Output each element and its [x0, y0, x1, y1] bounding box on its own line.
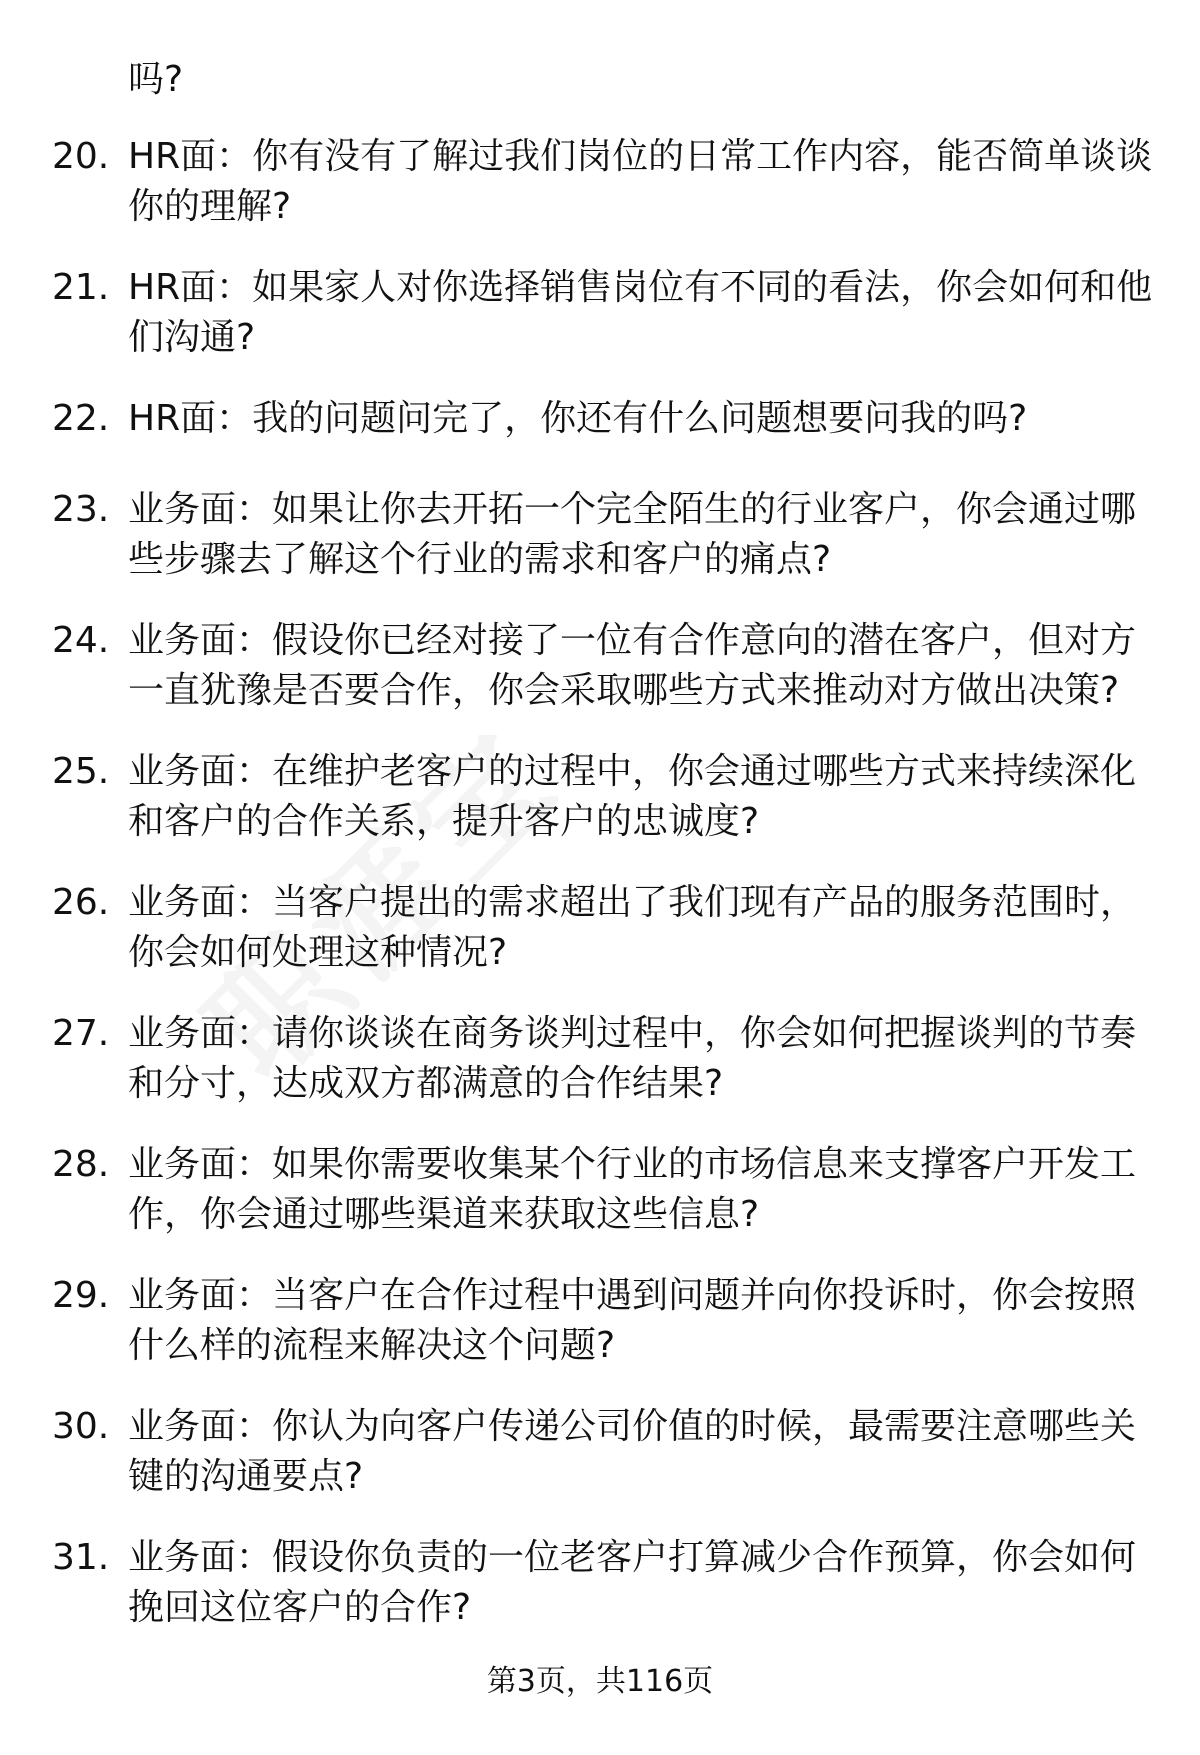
question-item	[0, 1406, 1200, 1497]
question-item	[0, 882, 1200, 973]
question-item	[0, 267, 1200, 358]
question-number: 29.	[52, 1275, 110, 1316]
question-number: 28.	[52, 1144, 110, 1185]
question-text: HR面：你有没有了解过我们岗位的日常工作内容，能否简单谈谈你的理解?	[128, 136, 1153, 227]
question-text: 业务面：请你谈谈在商务谈判过程中，你会如何把握谈判的节奏和分寸，达成双方都满意的合作结果?	[128, 1013, 1137, 1104]
question-item	[0, 751, 1200, 842]
question-number: 30.	[52, 1406, 110, 1447]
question-text: HR面：如果家人对你选择销售岗位有不同的看法，你会如何和他们沟通?	[128, 267, 1153, 358]
question-number: 26.	[52, 882, 110, 923]
question-item	[0, 620, 1200, 711]
question-text: 业务面：你认为向客户传递公司价值的时候，最需要注意哪些关键的沟通要点?	[128, 1406, 1137, 1497]
question-item	[0, 1013, 1200, 1104]
question-list	[0, 137, 1200, 1669]
question-text: 业务面：当客户提出的需求超出了我们现有产品的服务范围时，你会如何处理这种情况?	[128, 882, 1137, 973]
question-text: 业务面：假设你已经对接了一位有合作意向的潜在客户，但对方一直犹豫是否要合作，你会采取哪些方式来推动对方做出决策?	[128, 620, 1137, 711]
question-number: 20.	[52, 136, 110, 177]
question-number: 31.	[52, 1537, 110, 1578]
question-number: 21.	[52, 267, 110, 308]
question-number: 27.	[52, 1013, 110, 1054]
question-item	[0, 1144, 1200, 1235]
question-item	[0, 489, 1200, 580]
question-item	[0, 1537, 1200, 1628]
continuation-text: 吗?	[128, 59, 184, 100]
question-text: 业务面：当客户在合作过程中遇到问题并向你投诉时，你会按照什么样的流程来解决这个问题?	[128, 1275, 1137, 1366]
question-text: 业务面：如果让你去开拓一个完全陌生的行业客户，你会通过哪些步骤去了解这个行业的需求和客户的痛点?	[128, 489, 1137, 580]
question-number: 23.	[52, 489, 110, 530]
question-text: HR面：我的问题问完了，你还有什么问题想要问我的吗?	[128, 398, 1028, 439]
question-item	[0, 399, 1200, 439]
page-footer: 第3页，共116页	[486, 1664, 714, 1699]
question-item	[0, 136, 1200, 227]
question-text: 业务面：假设你负责的一位老客户打算减少合作预算，你会如何挽回这位客户的合作?	[128, 1537, 1137, 1628]
question-text: 业务面：在维护老客户的过程中，你会通过哪些方式来持续深化和客户的合作关系，提升客户的忠诚度?	[128, 751, 1137, 842]
question-item	[0, 1275, 1200, 1366]
question-number: 24.	[52, 620, 110, 661]
question-number: 22.	[52, 398, 110, 439]
question-number: 25.	[52, 751, 110, 792]
question-text: 业务面：如果你需要收集某个行业的市场信息来支撑客户开发工作，你会通过哪些渠道来获取这些信息?	[128, 1144, 1137, 1235]
